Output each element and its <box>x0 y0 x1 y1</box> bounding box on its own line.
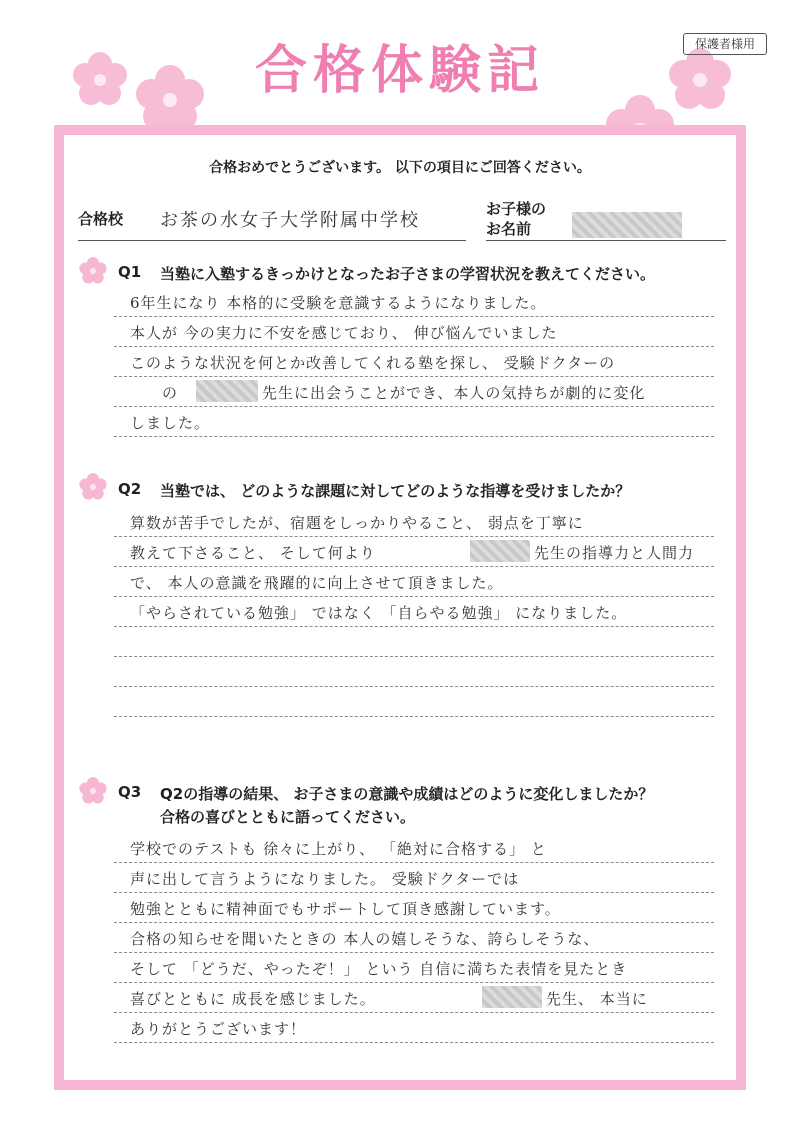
q3-question-line2: 合格の喜びとともに語ってください。 <box>160 808 416 826</box>
q3-rule <box>114 1012 714 1013</box>
child-name-redacted <box>572 212 682 238</box>
q3-rule <box>114 982 714 983</box>
q2-rule <box>114 626 714 627</box>
q1-answer-line: 先生に出会うことができ、本人の気持ちが劇的に変化 <box>262 384 646 402</box>
q1-answer-line: 6年生になり 本格的に受験を意識するようになりました。 <box>130 294 547 312</box>
q1-answer-line: このような状況を何とか改善してくれる塾を探し、 受験ドクターの <box>130 354 616 372</box>
q2-question: 当塾では、 どのような課題に対してどのような指導を受けましたか？ <box>160 482 631 500</box>
school-label: 合格校 <box>78 210 124 228</box>
child-name-label-line1: お子様の <box>486 200 547 218</box>
teacher-name-redacted <box>482 986 542 1008</box>
child-name-label-line2: お名前 <box>486 220 532 238</box>
q2-blossom-icon <box>78 472 108 502</box>
school-underline <box>78 240 466 241</box>
q2-rule <box>114 596 714 597</box>
page-title: 合格体験記 <box>254 40 545 101</box>
intro-text: 合格おめでとうございます。 以下の項目にご回答ください。 <box>209 160 591 176</box>
q1-rule <box>114 436 714 437</box>
q2-answer-line: で、 本人の意識を飛躍的に向上させて頂きました。 <box>130 574 504 592</box>
q2-rule <box>114 656 714 657</box>
q1-answer-line: の <box>162 384 179 402</box>
q1-question: 当塾に入塾するきっかけとなったお子さまの学習状況を教えてください。 <box>160 265 656 283</box>
q1-rule <box>114 376 714 377</box>
q2-answer-line: 教えて下さること、 そして何より <box>130 544 376 562</box>
teacher-name-redacted <box>470 540 530 562</box>
q3-answer-line: 学校でのテストも 徐々に上がり、 「絶対に合格する」 と <box>130 840 547 858</box>
q3-rule <box>114 862 714 863</box>
audience-badge: 保護者様用 <box>683 33 767 55</box>
q3-answer-line: 勉強とともに精神面でもサポートして頂き感謝しています。 <box>130 900 561 918</box>
q3-question: Q2の指導の結果、 お子さまの意識や成績はどのように変化しましたか？ <box>160 785 654 803</box>
q3-rule <box>114 892 714 893</box>
q2-rule <box>114 566 714 567</box>
q3-rule <box>114 922 714 923</box>
q2-number: Q2 <box>118 480 142 498</box>
q2-answer-line: 「やらされている勉強」 ではなく 「自らやる勉強」 になりました。 <box>130 604 628 622</box>
teacher-name-redacted <box>196 380 258 402</box>
q3-blossom-icon <box>78 776 108 806</box>
q2-rule <box>114 716 714 717</box>
q1-answer-line: 本人が 今の実力に不安を感じており、 伸び悩んでいました <box>130 324 558 342</box>
q2-rule <box>114 536 714 537</box>
q2-rule <box>114 686 714 687</box>
q3-answer-line: 合格の知らせを聞いたときの 本人の嬉しそうな、誇らしそうな、 <box>130 930 600 948</box>
q1-rule <box>114 316 714 317</box>
q1-blossom-icon <box>78 256 108 286</box>
q2-answer-line: 算数が苦手でしたが、宿題をしっかりやること、 弱点を丁寧に <box>130 514 584 532</box>
q3-answer-line: ありがとうございます！ <box>130 1020 307 1038</box>
q3-rule <box>114 952 714 953</box>
q3-answer-line: そして 「どうだ、やったぞ！」 という 自信に満ちた表情を見たとき <box>130 960 628 978</box>
q3-number: Q3 <box>118 783 142 801</box>
q2-answer-line: 先生の指導力と人間力 <box>534 544 695 562</box>
q3-rule <box>114 1042 714 1043</box>
q1-answer-line: しました。 <box>130 414 211 432</box>
child-name-underline <box>486 240 726 241</box>
q3-answer-line: 声に出して言うようになりました。 受験ドクターでは <box>130 870 520 888</box>
q1-number: Q1 <box>118 263 142 281</box>
q3-answer-line: 喜びとともに 成長を感じました。 <box>130 990 376 1008</box>
q1-rule <box>114 406 714 407</box>
q1-rule <box>114 346 714 347</box>
school-value: お茶の水女子大学附属中学校 <box>160 210 420 231</box>
q3-answer-line: 先生、 本当に <box>546 990 648 1008</box>
